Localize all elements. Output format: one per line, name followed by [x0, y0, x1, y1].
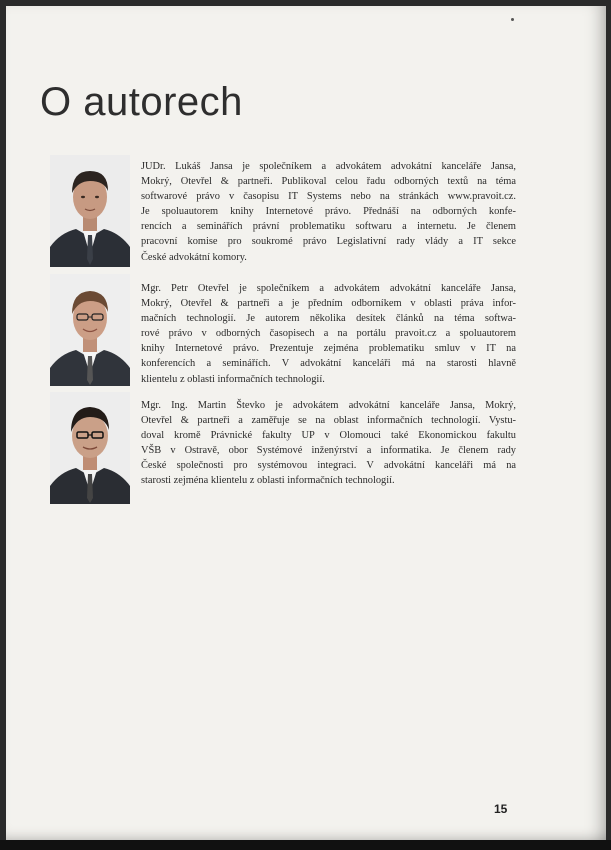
bio-line: pracovní komise pro soukromé právo Legislativní rady vlády a IT sekce	[141, 236, 516, 248]
bio-line: doval kromě Právnické fakulty UP v Olomouci také Ekonomickou fakultu	[141, 430, 516, 442]
page-number: 15	[494, 802, 508, 816]
bio-line: mačních technologií. Je autorem několika desítek článků na téma softwa-	[141, 313, 516, 325]
author-bio-stevko	[141, 398, 516, 489]
bio-line: starosti zejména klientelu z oblasti informačních technologií.	[141, 475, 395, 487]
portrait-photo-icon	[50, 155, 130, 267]
portrait-photo-icon	[50, 392, 130, 504]
bio-line: VŠB v Ostravě, obor Systémové inženýrství a informatika. Je členem rady	[141, 445, 516, 457]
bio-line: Mgr. Ing. Martin Števko je advokátem advokátní kanceláře Jansa, Mokrý,	[141, 400, 516, 411]
book-page	[6, 6, 606, 840]
bio-line: softwarové právo v časopisu IT Systems nebo na stránkách www.pravoit.cz.	[141, 191, 516, 203]
bio-line: rencích a seminářích právní problematiku softwaru a internetu. Je členem	[141, 221, 516, 233]
bio-line: knihy Internetové právo. Prezentuje zejména problematiku smluv v IT na	[141, 343, 516, 355]
author-photo-stevko	[50, 392, 130, 504]
bio-line: Je spoluautorem knihy Internetové právo. Přednáší na odborných konfe-	[141, 206, 516, 218]
page-title: O autorech	[40, 80, 243, 124]
bio-line: JUDr. Lukáš Jansa je společníkem a advokátem advokátní kanceláře Jansa,	[141, 161, 516, 172]
scan-edge	[0, 840, 611, 850]
page-mark	[511, 18, 514, 21]
author-bio-otevrel	[141, 281, 516, 387]
bio-line: rové právo v odborných časopisech a na portálu pravoit.cz a spoluautorem	[141, 328, 516, 340]
bio-line: České společnosti pro systémovou integraci. V advokátní kanceláři má na	[141, 460, 516, 472]
bio-line: Mokrý, Otevřel & partneři a je předním odborníkem v oblasti práva infor-	[141, 298, 516, 310]
bio-line: Mokrý, Otevřel & partneři. Publikoval celou řadu odborných textů na téma	[141, 176, 516, 188]
author-photo-jansa	[50, 155, 130, 267]
bio-line: klientelu z oblasti informačních technologií.	[141, 373, 325, 385]
bio-line: konferencích a seminářích. V advokátní kanceláři má na starosti hlavně	[141, 358, 516, 370]
author-bio-jansa	[141, 159, 516, 265]
bio-line: Otevřel & partneři a zaměřuje se na oblast informačních technologií. Vystu-	[141, 415, 516, 427]
portrait-photo-icon	[50, 274, 130, 386]
bio-line: České advokátní komory.	[141, 251, 247, 263]
author-photo-otevrel	[50, 274, 130, 386]
bio-line: Mgr. Petr Otevřel je společníkem a advokátem advokátní kanceláře Jansa,	[141, 283, 516, 294]
